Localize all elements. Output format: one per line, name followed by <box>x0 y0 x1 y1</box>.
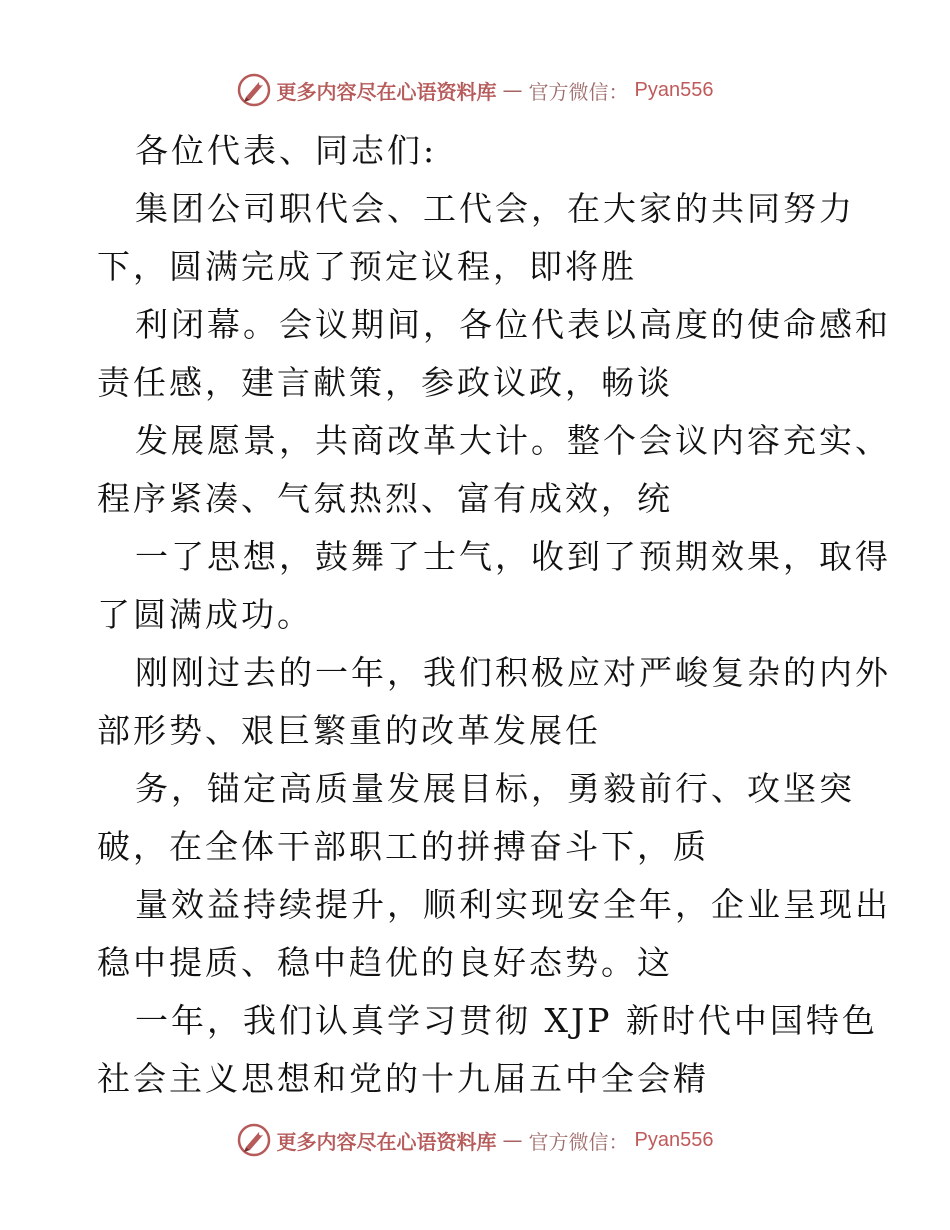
watermark-separator: — <box>502 1128 523 1152</box>
watermark-banner-top <box>0 70 950 110</box>
text-line: 一年，我们认真学习贯彻 XJP 新时代中国特色 <box>135 1001 878 1040</box>
text-line: 各位代表、同志们: <box>135 131 438 170</box>
watermark-wechat-label: 官方微信： <box>528 79 629 104</box>
text-line: 刚刚过去的一年，我们积极应对严峻复杂的内外 <box>135 653 891 692</box>
watermark-wechat-label: 官方微信： <box>528 1129 629 1154</box>
text-line: 发展愿景，共商改革大计。整个会议内容充实、 <box>135 421 891 460</box>
watermark-main-text: 更多内容尽在心语资料库 <box>276 1129 497 1154</box>
brand-logo-icon <box>237 1123 271 1157</box>
brand-logo-icon <box>237 73 271 107</box>
text-line: 程序紧凑、气氛热烈、富有成效，统 <box>97 479 673 518</box>
text-line: 部形势、艰巨繁重的改革发展任 <box>97 711 601 750</box>
watermark-wechat-id: Pyan556 <box>634 78 714 101</box>
text-line: 稳中提质、稳中趋优的良好态势。这 <box>97 943 673 982</box>
text-line: 下，圆满完成了预定议程，即将胜 <box>97 247 637 286</box>
watermark-main-text: 更多内容尽在心语资料库 <box>276 79 497 104</box>
text-line: 利闭幕。会议期间，各位代表以高度的使命感和 <box>135 305 891 344</box>
text-line: 量效益持续提升，顺利实现安全年，企业呈现出 <box>135 885 891 924</box>
text-line: 了圆满成功。 <box>97 595 313 634</box>
text-line: 集团公司职代会、工代会，在大家的共同努力 <box>135 189 855 228</box>
watermark-wechat-id: Pyan556 <box>634 1128 714 1151</box>
watermark-separator: — <box>502 78 523 102</box>
text-line: 务，锚定高质量发展目标，勇毅前行、攻坚突 <box>135 769 855 808</box>
text-line: 社会主义思想和党的十九届五中全会精 <box>97 1059 709 1098</box>
text-line: 破，在全体干部职工的拼搏奋斗下，质 <box>97 827 709 866</box>
text-line: 责任感，建言献策，参政议政，畅谈 <box>97 363 673 402</box>
text-line: 一了思想，鼓舞了士气，收到了预期效果，取得 <box>135 537 891 576</box>
watermark-banner-bottom <box>0 1120 950 1160</box>
